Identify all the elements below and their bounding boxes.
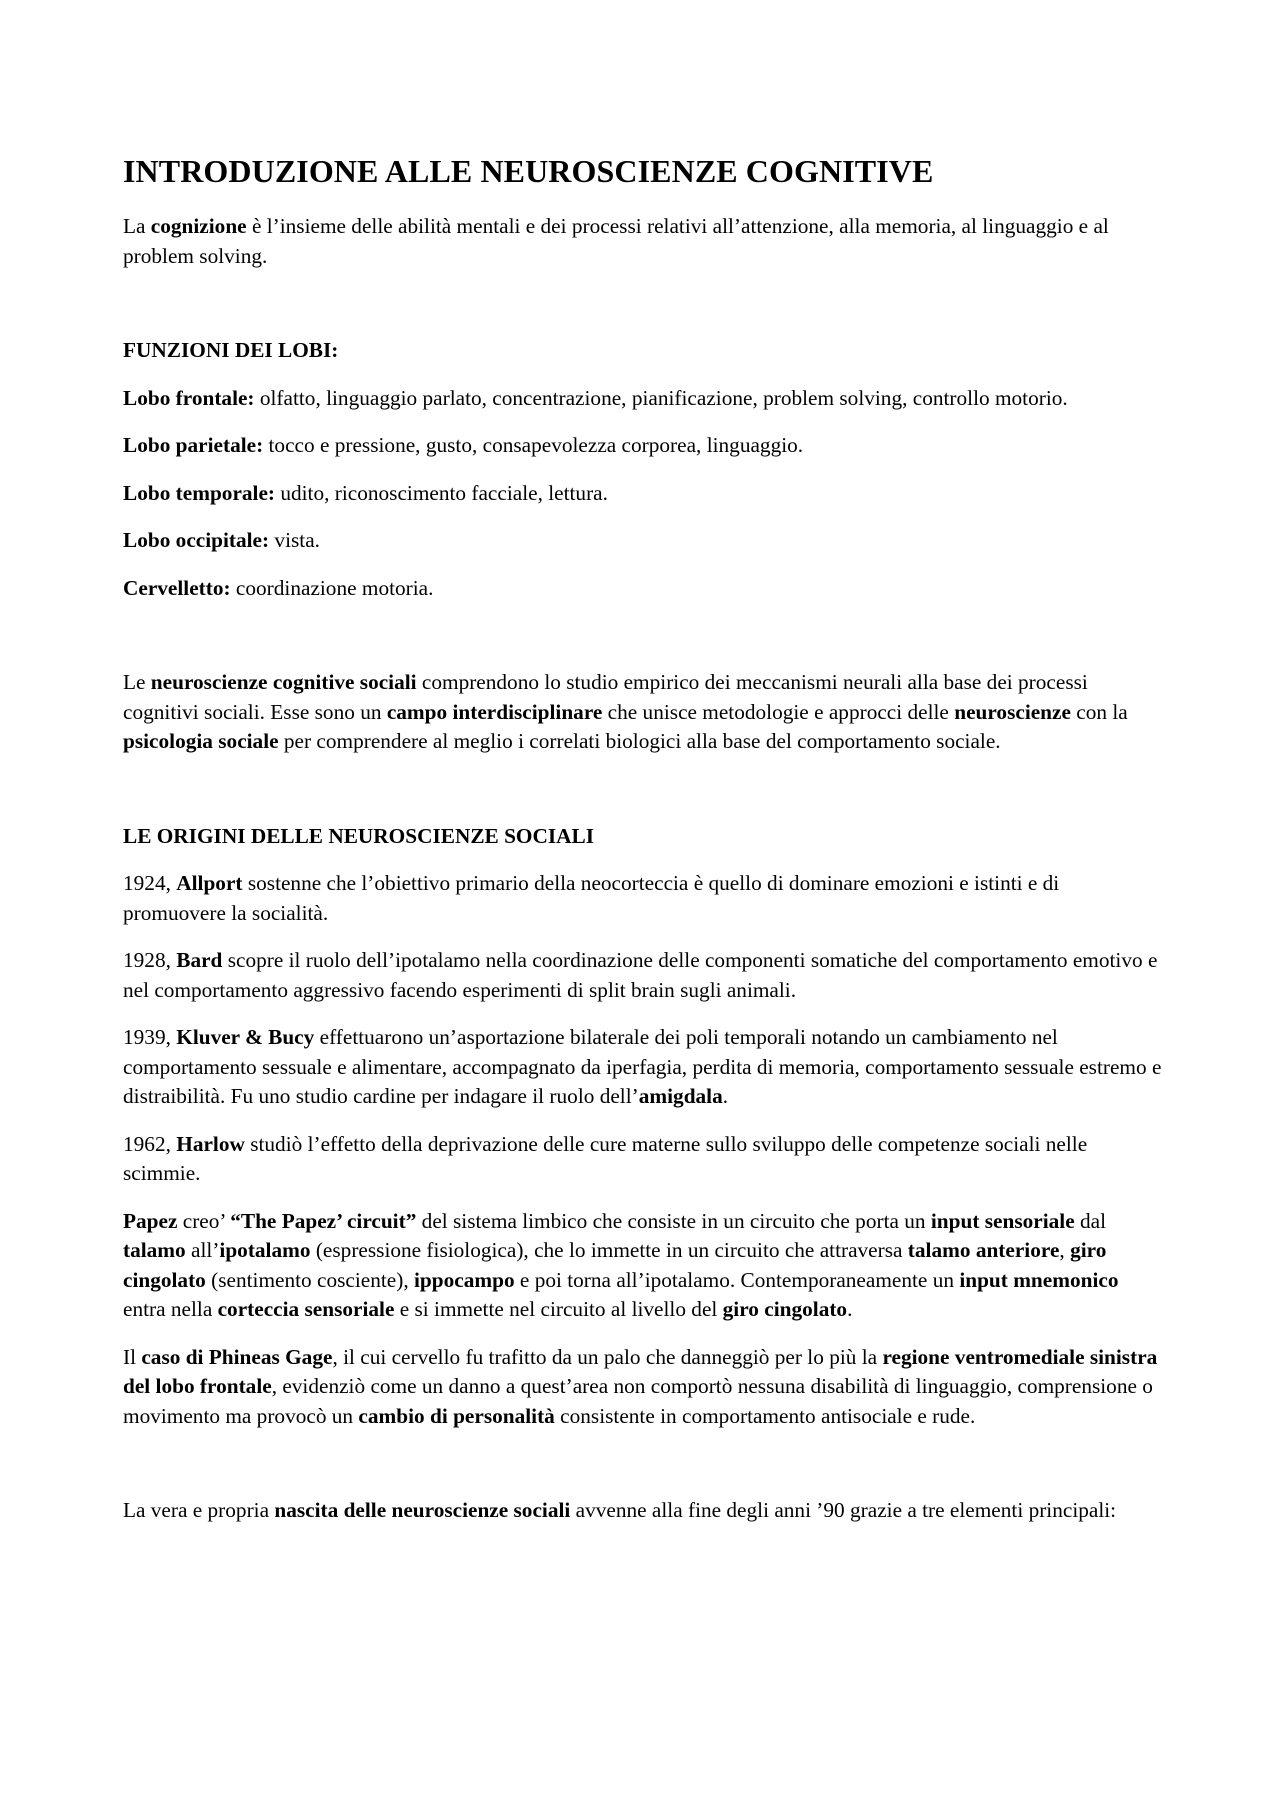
bold-text: amigdala [638,1084,723,1109]
bold-text: regione ventromediale sinistra del lobo frontale [123,1344,1158,1399]
text-run: effettuarono un’asportazione bilaterale dei poli temporali notando un cambiamento nel comportamento sessuale e alimentare, accompagnato da iperfagia, perdita di memoria, comportamento sessuale estremo e distraibilità. Fu uno studio cardine per indagare il ruolo dell’ [123,1025,1162,1109]
text-run: (sentimento cosciente), [205,1267,414,1292]
text-run: Le [123,670,151,695]
bold-text: Lobo frontale: [123,385,255,410]
section-gap [123,289,1163,336]
origin-item-papez [123,1207,1163,1325]
lobe-item-frontale [123,384,1163,414]
section-gap [123,1449,1163,1496]
bold-text: psicologia sociale [123,729,279,754]
lobe-item-parietale [123,431,1163,461]
origin-item-phineas-gage [123,1343,1163,1432]
bold-text: Allport [176,871,243,896]
text-run: , [1059,1238,1071,1263]
bold-text: Lobo occipitale: [123,528,270,553]
bold-text: neuroscienze cognitive sociali [150,670,417,695]
bold-text: giro cingolato [722,1297,848,1322]
social-intro-paragraph [123,668,1163,757]
origin-item-harlow [123,1130,1163,1189]
text-run: e si immette nel circuito al livello del [394,1297,723,1322]
text-run: 1939, [123,1025,177,1050]
text-run: 1928, [123,948,177,973]
bold-text: neuroscienze [954,699,1071,724]
bold-text: nascita delle neuroscienze sociali [274,1498,571,1523]
bold-text: input sensoriale [930,1208,1075,1233]
bold-text: “The Papez’ circuit” [230,1208,417,1233]
bold-text: Lobo parietale: [123,433,264,458]
text-run: Il [123,1344,142,1369]
text-run: . [847,1297,853,1322]
lobe-item-temporale [123,479,1163,509]
text-run: è l’insieme delle abilità mentali e dei processi relativi all’attenzione, alla memoria, al linguaggio e al problem solving. [123,214,1109,268]
bold-text: Cervelletto: [123,575,231,600]
text-run: con la [1070,699,1128,724]
text-run: e poi torna all’ipotalamo. Contemporaneamente un [514,1267,960,1292]
closing-paragraph [123,1496,1163,1526]
bold-text: ipotalamo [219,1238,311,1263]
text-run: all’ [185,1238,220,1263]
section-gap [123,775,1163,822]
bold-text: cognizione [150,214,247,239]
section-gap [123,621,1163,668]
text-run: tocco e pressione, gusto, consapevolezza corporea, linguaggio. [263,433,804,458]
text-run: dal [1074,1208,1107,1233]
bold-text: campo interdisciplinare [386,699,603,724]
bold-text: input mnemonico [959,1267,1119,1292]
bold-text: Harlow [176,1131,245,1156]
text-run: , evidenziò come un danno a quest’area non comportò nessuna disabilità di linguaggio, comprensione o movimento ma provocò un [123,1374,1153,1428]
bold-text: Papez [123,1208,178,1233]
text-run: scopre il ruolo dell’ipotalamo nella coordinazione delle componenti somatiche del comportamento emotivo e nel comportamento aggressivo facendo esperimenti di split brain sugli animali. [123,948,1158,1002]
origin-item-kluver-bucy [123,1023,1163,1112]
bold-text: Kluver & Bucy [176,1025,315,1050]
bold-text: talamo anteriore [907,1238,1060,1263]
bold-text: ippocampo [414,1267,515,1292]
text-run: avvenne alla fine degli anni ’90 grazie a tre elementi principali: [570,1498,1117,1523]
lobes-heading: FUNZIONI DEI LOBI: [123,338,339,363]
text-run: entra nella [123,1297,218,1322]
text-run: La vera e propria [123,1498,275,1523]
text-run: olfatto, linguaggio parlato, concentrazione, pianificazione, problem solving, controllo motorio. [254,385,1068,410]
bold-text: Bard [176,948,223,973]
text-run: del sistema limbico che consiste in un circuito che porta un [416,1208,931,1233]
bold-text: cambio di personalità [358,1403,555,1428]
text-run: consistente in comportamento antisociale e rude. [554,1403,976,1428]
text-run: creo’ [177,1208,231,1233]
text-run: La [123,214,151,239]
text-run: 1924, [123,871,177,896]
intro-paragraph [123,212,1163,271]
bold-text: talamo [123,1238,186,1263]
text-run: per comprendere al meglio i correlati biologici alla base del comportamento sociale. [278,729,1001,754]
bold-text: Lobo temporale: [123,480,276,505]
text-run: , il cui cervello fu trafitto da un palo che danneggiò per lo più la [332,1344,883,1369]
origins-heading: LE ORIGINI DELLE NEUROSCIENZE SOCIALI [123,823,595,848]
bold-text: giro cingolato [123,1238,1107,1292]
document-page [123,152,1163,1544]
lobe-item-occipitale [123,526,1163,556]
text-run: vista. [269,528,320,553]
text-run: che unisce metodologie e approcci delle [602,699,955,724]
text-run: studiò l’effetto della deprivazione delle cure materne sullo sviluppo delle competenze sociali nelle scimmie. [123,1131,1088,1186]
origin-item-allport [123,869,1163,928]
lobe-item-cervelletto [123,574,1163,604]
text-run: comprendono lo studio empirico dei meccanismi neurali alla base dei processi cognitivi sociali. Esse sono un [123,670,1088,724]
bold-text: caso di Phineas Gage [141,1344,333,1369]
origin-item-bard [123,946,1163,1005]
text-run: udito, riconoscimento facciale, lettura. [275,480,608,505]
text-run: coordinazione motoria. [230,575,434,600]
text-run: (espressione fisiologica), che lo immette in un circuito che attraversa [310,1238,908,1263]
text-run: . [722,1084,729,1109]
document-title: INTRODUZIONE ALLE NEUROSCIENZE COGNITIVE [123,153,934,189]
text-run: 1962, [123,1131,177,1156]
bold-text: corteccia sensoriale [217,1297,395,1322]
text-run: sostenne che l’obiettivo primario della neocorteccia è quello di dominare emozioni e istinti e di promuovere la socialità. [123,871,1060,925]
